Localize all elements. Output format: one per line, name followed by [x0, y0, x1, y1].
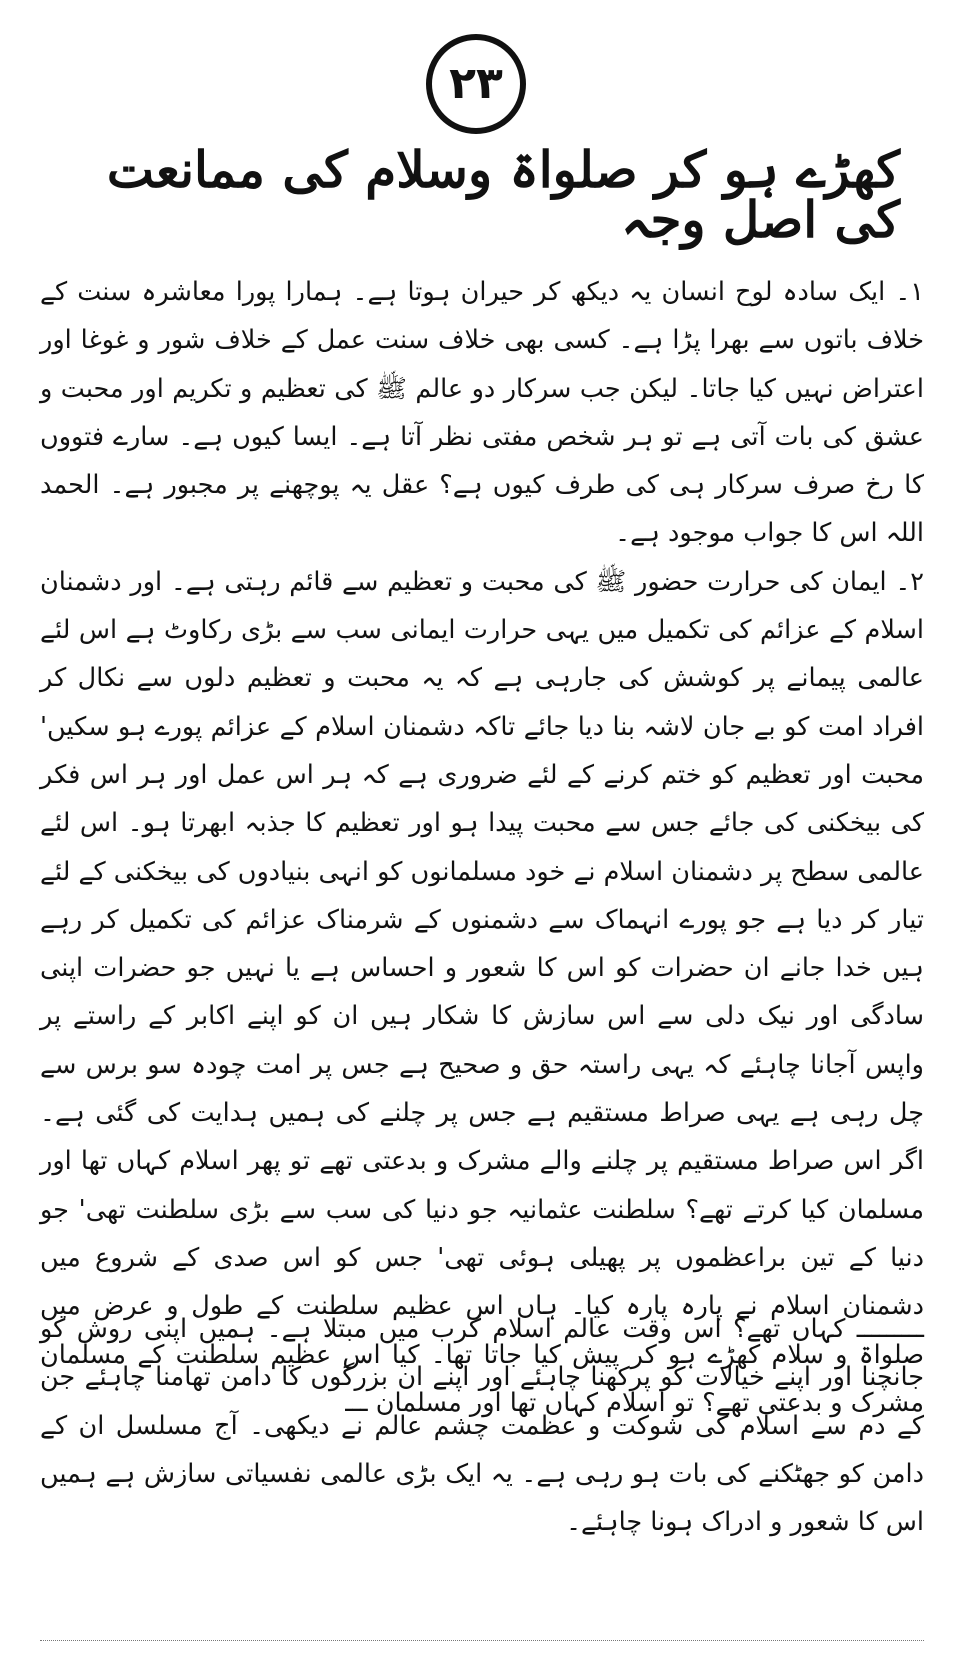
page-number-badge	[426, 34, 526, 134]
paragraph-2: ۲۔ ایمان کی حرارت حضور ﷺ کی محبت و تعظیم سے قائم رہتی ہے۔ اور دشمنان اسلام کے عزائم کی تکمیل میں یہی حرارت ایمانی سب سے بڑی رکاوٹ ہے اس لئے عالمی پیمانے پر کوشش کی جارہی ہے کہ یہ محبت و تعظیم دلوں سے نکال کر افراد امت کو بے جان لاشہ بنا دیا جائے تاکہ دشمنان اسلام کے عزائم پورے ہو سکیں' محبت اور تعظیم کو ختم کرنے کے لئے ضروری ہے کہ ہر اس عمل اور ہر اس فکر کی بیخکنی کی جائے جس سے محبت پیدا ہو اور تعظیم کا جذبہ ابھرتا ہو۔ اس لئے عالمی سطح پر دشمنان اسلام نے خود مسلمانوں کو انہی بنیادوں کی بیخکنی کے لئے تیار کر دیا ہے جو پورے انہماک سے دشمنوں کے شرمناک عزائم کی تکمیل کر رہے ہیں خدا جانے ان حضرات کو اس کا شعور و احساس ہے یا نہیں جو حضرات اپنی سادگی اور نیک دلی سے اس سازش کا شکار ہیں ان کو اپنے اکابر کے راستے پر واپس آجانا چاہئے کہ یہی راستہ حق و صحیح ہے جس پر امت چودہ سو برس سے چل رہی ہے یہی صراط مستقیم ہے جس پر چلنے کی ہمیں ہدایت کی گئی ہے۔ اگر اس صراط مستقیم پر چلنے والے مشرک و بدعتی تھے تو پھر اسلام کہاں تھا اور مسلمان کیا کرتے تھے؟ سلطنت عثمانیہ جو دنیا کی سب سے بڑی سلطنت تھی' جو دنیا کے تین براعظموں پر پھیلی ہوئی تھی' جس کو اس صدی کے شروع میں دشمنان اسلام نے پارہ پارہ کیا۔ ہاں اس عظیم سلطنت کے طول و عرض میں صلواۃ و سلام کھڑے ہو کر پیش کیا جاتا تھا۔ کیا اس عظیم سلطنت کے مسلمان مشرک و بدعتی تھے؟ تو اسلام کہاں تھا اور مسلمان ـــ	[40, 566, 924, 1418]
page-number: ۲۳	[426, 34, 526, 134]
footer-divider	[40, 1640, 924, 1642]
paragraph-1: ۱۔ ایک سادہ لوح انسان یہ دیکھ کر حیران ہوتا ہے۔ ہمارا پورا معاشرہ سنت کے خلاف باتوں سے بھرا پڑا ہے۔ کسی بھی خلاف سنت عمل کے خلاف شور و غوغا اور اعتراض نہیں کیا جاتا۔ لیکن جب سرکار دو عالم ﷺ کی تعظیم و تکریم اور محبت و عشق کی بات آتی ہے تو ہر شخص مفتی نظر آتا ہے۔ ایسا کیوں ہے۔ سارے فتووں کا رخ صرف سرکار ہی کی طرف کیوں ہے؟ عقل یہ پوچھنے پر مجبور ہے۔ الحمد اللہ اس کا جواب موجود ہے۔	[40, 277, 924, 549]
article-body	[40, 268, 924, 1427]
page-title: کھڑے ہو کر صلواۃ وسلام کی ممانعت کی اصل وجہ	[106, 140, 900, 249]
paragraph-3: ـــــــــ کہاں تھے؟ اس وقت عالم اسلام کرب میں مبتلا ہے۔ ہمیں اپنی روش کو جانچنا اور اپنے خیالات کو پرکھنا چاہئے اور اپنے ان بزرگوں کا دامن تھامنا چاہئے جن کے دم سے اسلام کی شوکت و عظمت چشم عالم نے دیکھی۔ آج مسلسل ان کے دامن کو جھٹکنے کی بات ہو رہی ہے۔ یہ ایک بڑی عالمی نفسیاتی سازش ہے ہمیں اس کا شعور و ادراک ہونا چاہئے۔	[40, 1314, 924, 1538]
